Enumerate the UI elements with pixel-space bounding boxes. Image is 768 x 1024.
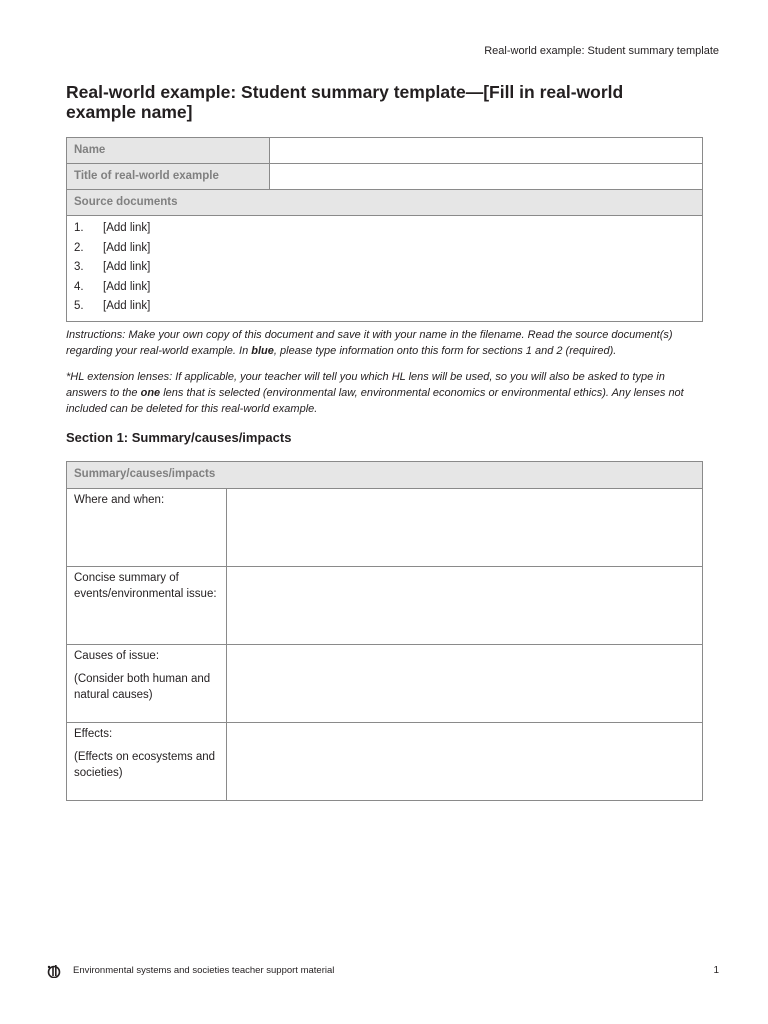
instructions-after: , please type information onto this form for sections 1 and 2 (required).: [273, 345, 617, 357]
add-link[interactable]: [Add link]: [103, 222, 151, 234]
add-link[interactable]: [Add link]: [103, 241, 151, 254]
add-link[interactable]: [Add link]: [103, 261, 151, 273]
list-item: [74, 297, 695, 317]
footer-text: Environmental systems and societies teacher support material: [73, 965, 335, 976]
list-item: [74, 219, 695, 239]
example-title-field[interactable]: [270, 164, 703, 190]
list-item: [74, 258, 695, 278]
instructions-blue-word: blue: [251, 345, 274, 357]
source-documents-row: [67, 190, 703, 216]
name-field[interactable]: [270, 138, 703, 164]
page-title: Real-world example: Student summary template—[Fill in real-world example name]: [66, 82, 624, 122]
instructions-text: [66, 327, 706, 359]
table-row: [67, 645, 703, 723]
effects-label: Effects: (Effects on ecosystems and societies): [67, 723, 227, 801]
name-label: Name: [67, 138, 270, 164]
example-title-label: Title of real-world example: [67, 164, 270, 190]
link-number: 1.: [74, 222, 84, 234]
link-number: 5.: [74, 300, 84, 312]
hl-extension-note: [66, 369, 706, 417]
page-number: 1: [713, 965, 719, 976]
ib-logo-icon: [46, 964, 62, 978]
where-when-field[interactable]: [227, 489, 703, 567]
effects-field[interactable]: [227, 723, 703, 801]
link-number: 2.: [74, 241, 84, 254]
title-row: [67, 164, 703, 190]
table-row: [67, 723, 703, 801]
where-when-label: Where and when:: [67, 489, 227, 567]
list-item: [74, 278, 695, 298]
running-header: Real-world example: Student summary template: [484, 45, 719, 57]
source-documents-label: Source documents: [67, 190, 703, 216]
link-list: [74, 219, 695, 317]
links-row: [67, 216, 703, 322]
summary-label: Concise summary of events/environmental issue:: [67, 567, 227, 645]
summary-field[interactable]: [227, 567, 703, 645]
section-1-heading: Section 1: Summary/causes/impacts: [66, 430, 292, 445]
summary-table-header: Summary/causes/impacts: [67, 462, 703, 489]
instructions-before: Instructions: Make your own copy of this document and save it with your name in the filename. Read the source document(s) regarding your real-world example. In: [66, 329, 673, 357]
causes-field[interactable]: [227, 645, 703, 723]
name-row: [67, 138, 703, 164]
summary-table: [66, 461, 703, 801]
table-row: [67, 489, 703, 567]
causes-label: Causes of issue: (Consider both human and natural causes): [67, 645, 227, 723]
hl-note-after: lens that is selected (environmental law, environmental economics or environmental ethics). Any lenses not included can be deleted for this real-world example.: [66, 387, 684, 415]
add-link[interactable]: [Add link]: [103, 300, 151, 312]
hl-note-before: *HL extension lenses: If applicable, your teacher will tell you which HL lens will be used, so you will also be asked to type in answers to the: [66, 371, 665, 399]
link-number: 4.: [74, 280, 84, 293]
link-number: 3.: [74, 261, 84, 273]
summary-table-header-row: [67, 462, 703, 489]
info-table: [66, 137, 703, 322]
links-cell: [67, 216, 703, 322]
table-row: [67, 567, 703, 645]
list-item: [74, 239, 695, 259]
hl-note-one-word: one: [140, 387, 161, 399]
add-link[interactable]: [Add link]: [103, 280, 151, 293]
